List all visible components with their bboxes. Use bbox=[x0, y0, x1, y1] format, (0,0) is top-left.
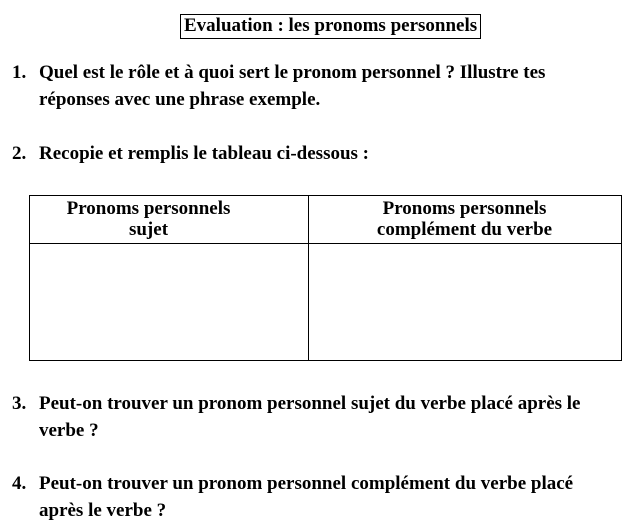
question-line: verbe ? bbox=[39, 420, 99, 441]
table-cell-complement-answer[interactable] bbox=[309, 244, 621, 360]
header-line: sujet bbox=[128, 219, 169, 240]
question-number: 4. bbox=[12, 473, 27, 494]
header-line: Pronoms personnels bbox=[382, 198, 547, 219]
header-line: complément du verbe bbox=[376, 219, 553, 240]
question-text bbox=[39, 390, 581, 444]
question-text bbox=[39, 140, 369, 167]
question-line: Quel est le rôle et à quoi sert le pronom personnel ? Illustre tes bbox=[39, 62, 546, 83]
question-line: Peut-on trouver un pronom personnel complément du verbe placé bbox=[39, 473, 574, 494]
table-cell-subject-answer[interactable] bbox=[30, 244, 308, 360]
document-title: Evaluation : les pronoms personnels bbox=[180, 14, 481, 39]
question-number: 2. bbox=[12, 143, 27, 164]
question-line: Peut-on trouver un pronom personnel sujet du verbe placé après le bbox=[39, 393, 581, 414]
table-header-complement bbox=[329, 198, 600, 240]
question-line: réponses avec une phrase exemple. bbox=[39, 89, 321, 110]
question-number: 3. bbox=[12, 393, 27, 414]
header-line: Pronoms personnels bbox=[66, 198, 231, 219]
pronoun-table bbox=[29, 195, 622, 361]
question-text bbox=[39, 470, 573, 524]
question-line: après le verbe ? bbox=[39, 500, 167, 521]
question-text bbox=[39, 59, 545, 113]
question-number: 1. bbox=[12, 62, 27, 83]
table-header-subject bbox=[30, 198, 267, 240]
question-line: Recopie et remplis le tableau ci-dessous : bbox=[39, 143, 369, 164]
